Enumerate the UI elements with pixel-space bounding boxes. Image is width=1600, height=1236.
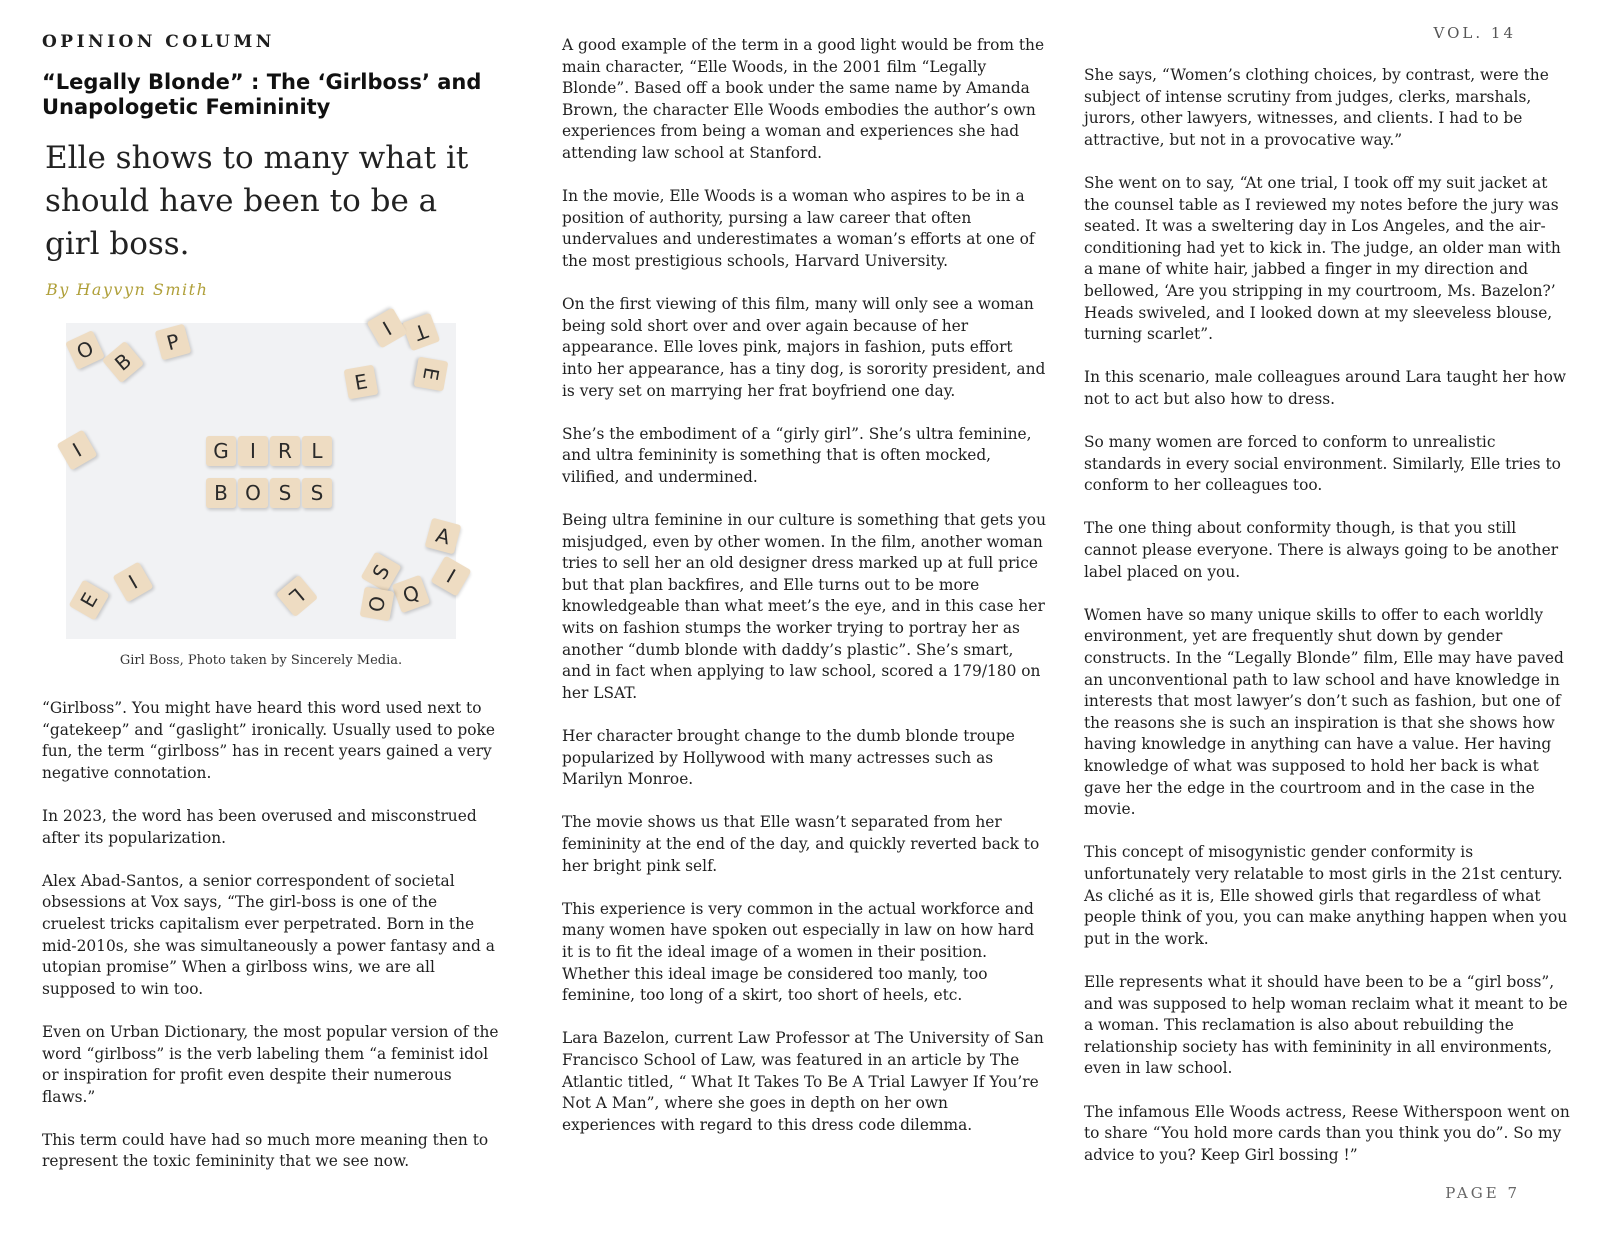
- photo-tile: I: [367, 308, 408, 349]
- paragraph: Lara Bazelon, current Law Professor at The University of San Francisco School of Law, was featured in an article by The Atlantic titled, “ What It Takes To Be A Trial Lawyer If You’re Not A Man”, where she goes in depth on her own experiences with regard to this dress code dilemma.: [562, 1029, 1044, 1134]
- photo-tile: I: [431, 556, 472, 597]
- paragraph: In 2023, the word has been overused and misconstrued after its popularization.: [42, 806, 477, 847]
- byline: By Hayvyn Smith: [46, 280, 209, 299]
- photo-tile: O: [65, 330, 105, 370]
- photo-tile: T: [402, 313, 440, 351]
- paragraph: She says, “Women’s clothing choices, by contrast, were the subject of intense scrutiny from judges, clerks, marshals, jurors, other lawyers, witnesses, and clients. I had to be attractive, but not in a provocative way.”: [1084, 66, 1549, 149]
- paragraph: Women have so many unique skills to offer to each worldly environment, yet are frequently shut down by gender constructs. In the “Legally Blonde” film, Elle may have paved an unconventional path to law school and have knowledge in interests that most lawyer’s don’t such as fashion, but one of the reasons she is such an inspiration is that she shows how having knowledge in anything can have a value. Her having knowledge of what was supposed to hold her back is what gave her the edge in the courtroom and in the case in the movie.: [1084, 605, 1564, 819]
- paragraph: So many women are forced to conform to unrealistic standards in every social environment. Similarly, Elle tries to conform to her colleagues too.: [1084, 433, 1561, 495]
- paragraph: Even on Urban Dictionary, the most popular version of the word “girlboss” is the verb labeling them “a feminist idol or inspiration for profit even despite their numerous flaws.”: [42, 1022, 499, 1106]
- photo-tile: Q: [392, 575, 430, 613]
- photo-tile: E: [344, 365, 379, 400]
- paragraph: In this scenario, male colleagues around Lara taught her how not to act but also how to dress.: [1084, 368, 1567, 408]
- paragraph: She’s the embodiment of a “girly girl”. She’s ultra feminine, and ultra femininity is something that is often mocked, vilified, and undermined.: [562, 424, 1032, 486]
- article-column-3: [1084, 65, 1574, 1188]
- photo-tile: E: [414, 357, 449, 392]
- photo-tile: S: [270, 478, 300, 508]
- paragraph: A good example of the term in a good light would be from the main character, “Elle Woods, in the 2001 film “Legally Blonde”. Based off a book under the same name by Amanda Brown, the character Elle Woods embodies the author’s own experiences from being a woman and experiences she had attending law school at Stanford.: [562, 36, 1045, 162]
- paragraph: Being ultra feminine in our culture is something that gets you misjudged, even by other women. In the film, another woman tries to sell her an old designer dress marked up at full price but that plan backfires, and Elle turns out to be more knowledgeable than what meet’s the eye, and in this case her wits on fashion stumps the worker trying to portray her as another “dumb blonde with daddy’s plastic”. She’s smart, and in fact when applying to law school, scored a 179/180 on her LSAT.: [562, 511, 1046, 702]
- article-column-1: [42, 698, 502, 1195]
- photo-tile: L: [302, 436, 332, 466]
- photo-tile: S: [302, 478, 332, 508]
- photo-tile: B: [206, 478, 236, 508]
- photo-tile: L: [276, 575, 318, 617]
- paragraph: The movie shows us that Elle wasn’t separated from her femininity at the end of the day, and quickly reverted back to her bright pink self.: [562, 813, 1040, 875]
- girl-boss-photo: [66, 316, 460, 639]
- photo-tile: I: [238, 436, 268, 466]
- article-headline: “Legally Blonde” : The ‘Girlboss’ and Unapologetic Femininity: [42, 70, 482, 119]
- paragraph: “Girlboss”. You might have heard this word used next to “gatekeep” and “gaslight” ironically. Usually used to poke fun, the term “girlboss” has in recent years gained a very negative connotation.: [42, 699, 495, 782]
- photo-tile: B: [102, 341, 144, 383]
- section-label: OPINION COLUMN: [42, 32, 275, 52]
- photo-caption: Girl Boss, Photo taken by Sincerely Media.: [119, 653, 403, 668]
- paragraph: This concept of misogynistic gender conformity is unfortunately very relatable to most girls in the 21st century. As cliché as it is, Elle showed girls that regardless of what people think of you, you can make anything happen when you put in the work.: [1084, 843, 1568, 948]
- paragraph: The one thing about conformity though, is that you still cannot please everyone. There is always going to be another label placed on you.: [1084, 519, 1559, 581]
- paragraph: Her character brought change to the dumb blonde troupe popularized by Hollywood with many actresses such as Marilyn Monroe.: [562, 727, 1015, 789]
- paragraph: On the first viewing of this film, many will only see a woman being sold short over and over again because of her appearance. Elle loves pink, majors in fashion, puts effort into her appearance, has a tiny dog, is sorority president, and is very set on marrying her frat boyfriend one day.: [562, 295, 1046, 400]
- page-number: PAGE 7: [1445, 1184, 1520, 1202]
- volume-label: VOL. 14: [1433, 24, 1516, 42]
- paragraph: She went on to say, “At one trial, I took off my suit jacket at the counsel table as I reviewed my notes before the jury was seated. It was a sweltering day in Los Angeles, and the air-conditioning had yet to kick in. The judge, an older man with a mane of white hair, jabbed a finger in my direction and bellowed, ‘Are you stripping in my courtroom, Ms. Bazelon?’ Heads swiveled, and I looked down at my sleeveless blouse, turning scarlet”.: [1084, 173, 1561, 344]
- paragraph: This experience is very common in the actual workforce and many women have spoken out especially in law on how hard it is to fit the ideal image of a women in their position. Whether this ideal image be considered too manly, too feminine, too long of a skirt, too short of heels, etc.: [562, 899, 1035, 1005]
- photo-tile: O: [360, 587, 395, 622]
- photo-tile: O: [238, 478, 268, 508]
- photo-tile: A: [425, 518, 462, 555]
- paragraph: In the movie, Elle Woods is a woman who aspires to be in a position of authority, pursing a law career that often undervalues and underestimates a woman’s efforts at one of the most prestigious schools, Harvard University.: [562, 187, 1035, 270]
- photo-tile: R: [270, 436, 300, 466]
- paragraph: The infamous Elle Woods actress, Reese Witherspoon went on to share “You hold more cards than you think you do”. So my advice to you? Keep Girl bossing !”: [1084, 1102, 1570, 1164]
- photo-tile: G: [206, 436, 236, 466]
- photo-tile: P: [155, 324, 192, 361]
- paragraph: Elle represents what it should have been to be a “girl boss”, and was supposed to help woman reclaim what it meant to be a woman. This reclamation is also about rebuilding the relationship society has with femininity in all environments, even in law school.: [1084, 972, 1568, 1078]
- paragraph: Alex Abad-Santos, a senior correspondent of societal obsessions at Vox says, “The girl-boss is one of the cruelest tricks capitalism ever perpetrated. Born in the mid-2010s, she was simultaneously a power fantasy and a utopian promise” When a girlboss wins, we are all supposed to win too.: [42, 871, 495, 998]
- photo-tile: I: [57, 430, 98, 471]
- photo-tile: I: [113, 562, 154, 603]
- article-deck: Elle shows to many what it should have been to be a girl boss.: [45, 140, 469, 262]
- paragraph: This term could have had so much more meaning then to represent the toxic femininity that we see now.: [42, 1130, 489, 1171]
- article-column-2: [562, 35, 1046, 1158]
- photo-tile: S: [361, 552, 402, 593]
- photo-tile: E: [69, 580, 110, 621]
